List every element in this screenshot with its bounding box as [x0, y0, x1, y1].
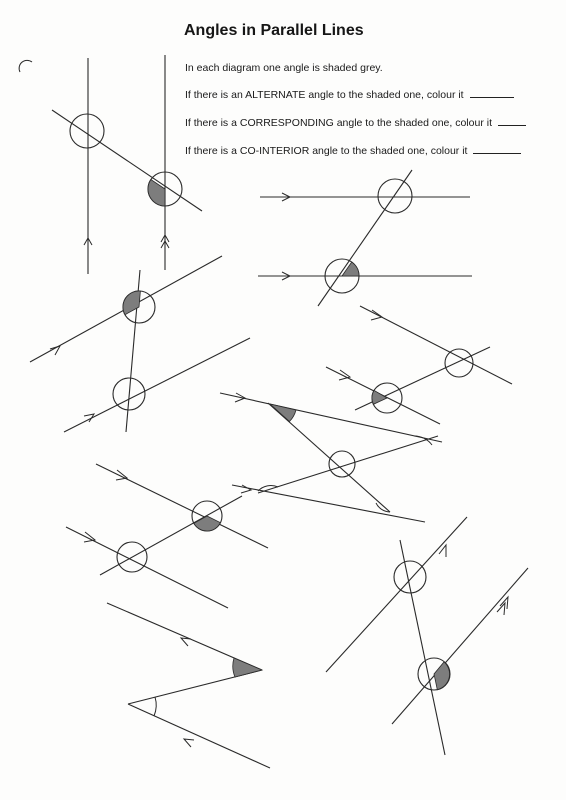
shaded-angle	[270, 404, 296, 422]
diagram-2	[258, 170, 472, 306]
parallel-line	[66, 527, 228, 608]
shaded-angle	[194, 516, 221, 531]
diagram-3	[30, 256, 250, 432]
instruction-corresponding-text: If there is a CORRESPONDING angle to the shaded one, colour it	[185, 117, 492, 129]
diagram-8	[326, 517, 528, 755]
parallel-line	[326, 517, 467, 672]
diagram-5	[220, 393, 442, 522]
parallel-line	[128, 704, 270, 768]
angle-circle	[70, 114, 104, 148]
instruction-shaded: In each diagram one angle is shaded grey.	[185, 62, 383, 74]
shaded-angle	[342, 262, 359, 276]
diagram-4	[326, 306, 512, 424]
arrow-mark	[181, 638, 191, 646]
shaded-angle	[148, 180, 165, 207]
angle-arc	[154, 697, 156, 716]
worksheet-title: Angles in Parallel Lines	[184, 22, 364, 39]
transversal-line	[400, 540, 445, 755]
shaded-angle	[233, 658, 262, 677]
transversal-line	[100, 496, 242, 575]
angle-circle	[445, 349, 473, 377]
parallel-line	[392, 568, 528, 724]
arrow-mark	[184, 739, 194, 747]
instruction-cointerior-text: If there is a CO-INTERIOR angle to the shaded one, colour it	[185, 145, 468, 157]
angle-circle	[378, 179, 412, 213]
transversal-line	[318, 170, 412, 306]
transversal-line	[52, 110, 202, 211]
parallel-line	[232, 485, 425, 522]
parallel-line	[220, 393, 442, 442]
punch-hole-mark	[19, 60, 32, 72]
shaded-angle	[372, 390, 387, 404]
diagram-7	[107, 603, 270, 768]
instruction-alternate-text: If there is an ALTERNATE angle to the shaded one, colour it	[185, 89, 464, 101]
arrow-mark	[241, 485, 251, 493]
shaded-angle	[123, 291, 140, 315]
z-diagonal	[258, 436, 438, 493]
shaded-angle	[434, 662, 450, 690]
diagram-1	[52, 55, 202, 274]
parallel-line	[96, 464, 268, 548]
